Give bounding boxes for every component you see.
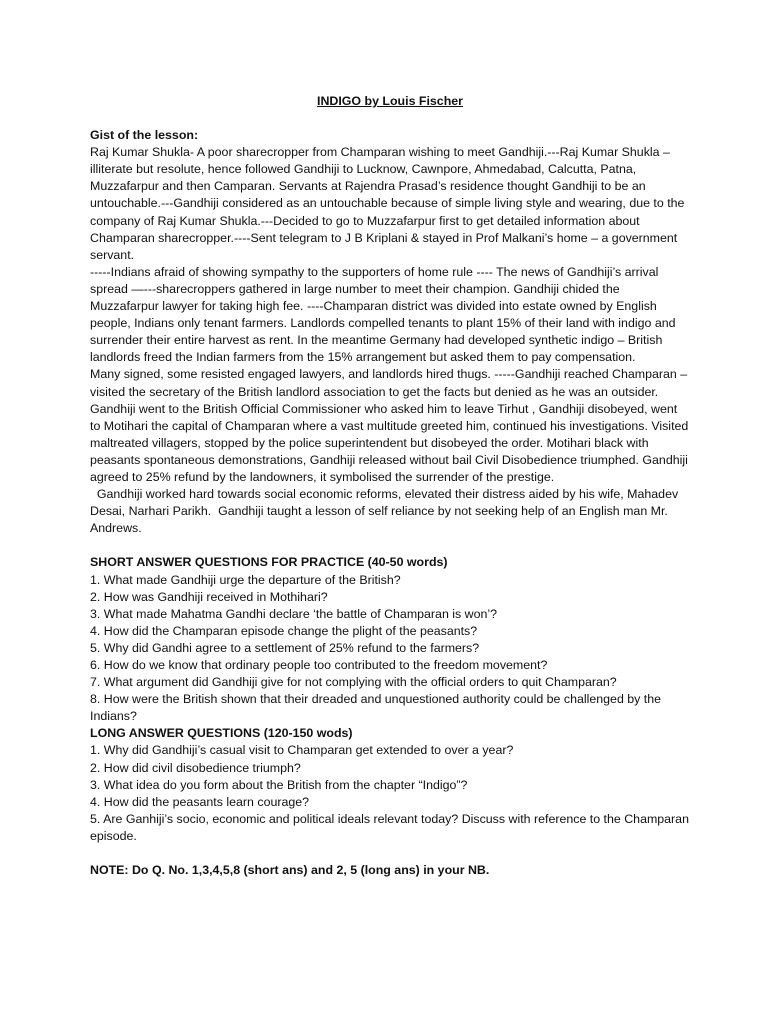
long-question-5: 5. Are Ganhiji’s socio, economic and political ideals relevant today? Discuss with reference to the Champaran episode.: [90, 811, 689, 843]
short-question-3: 3. What made Mahatma Gandhi declare ‘the battle of Champaran is won’?: [90, 606, 498, 621]
short-question-7: 7. What argument did Gandhiji give for not complying with the official orders to quit Champaran?: [90, 675, 617, 690]
long-answer-question-list: [90, 742, 690, 845]
gist-paragraph-3: Many signed, some resisted engaged lawyers, and landlords hired thugs. -----Gandhiji reached Champaran –visited the secretary of the British landlord association to get the facts but denied as he was an outsider. Gandhiji went to the British Official Commissioner who asked him to leave Tirhut , Gandhiji disobeyed, went to Motihari the capital of Champaran where a vast multitude greeted him, continued his investigations. Visited maltreated villagers, stopped by the police superintendent but disobeyed the order. Motihari black with peasants spontaneous demonstrations, Gandhiji released without bail Civil Disobedience triumphed. Gandhiji agreed to 25% refund by the landowners, it symbolised the surrender of the prestige.: [90, 367, 689, 484]
gist-paragraph-4: Gandhiji worked hard towards social economic reforms, elevated their distress aided by his wife, Mahadev Desai, Narhari Parikh. Gandhiji taught a lesson of self reliance by not seeking help of an English man Mr. Andrews.: [90, 487, 682, 536]
homework-note: NOTE: Do Q. No. 1,3,4,5,8 (short ans) and 2, 5 (long ans) in your NB.: [90, 863, 490, 878]
long-question-2: 2. How did civil disobedience triumph?: [90, 760, 301, 775]
gist-paragraph-2: -----Indians afraid of showing sympathy to the supporters of home rule ---- The news of Gandhiji’s arrival spread —---sharecroppers gathered in large number to meet their champion. Gandhiji chided the Muzzafarpur lawyer for taking high fee. ----Champaran district was divided into estate owned by English people, Indians only tenant farmers. Landlords compelled tenants to plant 15% of their land with indigo and surrender their entire harvest as rent. In the meantime Germany had developed synthetic indigo – British landlords freed the Indian farmers from the 15% arrangement but asked them to pay compensation.: [90, 264, 676, 365]
short-question-5: 5. Why did Gandhi agree to a settlement of 25% refund to the farmers?: [90, 640, 480, 655]
short-question-1: 1. What made Gandhiji urge the departure of the British?: [90, 572, 401, 587]
document-title: INDIGO by Louis Fischer: [317, 94, 463, 108]
document-page: [90, 93, 690, 879]
long-question-3: 3. What idea do you form about the British from the chapter “Indigo”?: [90, 777, 468, 792]
long-answer-heading: LONG ANSWER QUESTIONS (120-150 wods): [90, 726, 353, 741]
short-question-4: 4. How did the Champaran episode change the plight of the peasants?: [90, 623, 478, 638]
short-question-2: 2. How was Gandhiji received in Mothihari?: [90, 589, 328, 604]
short-question-8: 8. How were the British shown that their dreaded and unquestioned authority could be challenged by the Indians?: [90, 692, 662, 724]
gist-paragraph-1: Raj Kumar Shukla- A poor sharecropper from Champaran wishing to meet Gandhiji.---Raj Kumar Shukla – illiterate but resolute, hence followed Gandhiji to Lucknow, Cawnpore, Ahmedabad, Calcutta, Patna, Muzzafarpur and then Camparan. Servants at Rajendra Prasad’s residence thought Gandhiji to be an untouchable.---Gandhiji considered as an untouchable because of simple living style and wearing, due to the company of Raj Kumar Shukla.---Decided to go to Muzzafarpur first to get detailed information about Champaran sharecropper.----Sent telegram to J B Kriplani & stayed in Prof Malkani’s home – a government servant.: [90, 145, 685, 262]
long-question-4: 4. How did the peasants learn courage?: [90, 794, 310, 809]
short-question-6: 6. How do we know that ordinary people too contributed to the freedom movement?: [90, 658, 548, 672]
short-answer-heading: SHORT ANSWER QUESTIONS FOR PRACTICE (40-50 words): [90, 555, 448, 570]
short-answer-question-list: [90, 572, 690, 726]
long-question-1: 1. Why did Gandhiji’s casual visit to Champaran get extended to over a year?: [90, 743, 514, 758]
section-spacer: [90, 537, 690, 554]
gist-heading: Gist of the lesson:: [90, 128, 199, 143]
section-spacer: [90, 845, 690, 862]
